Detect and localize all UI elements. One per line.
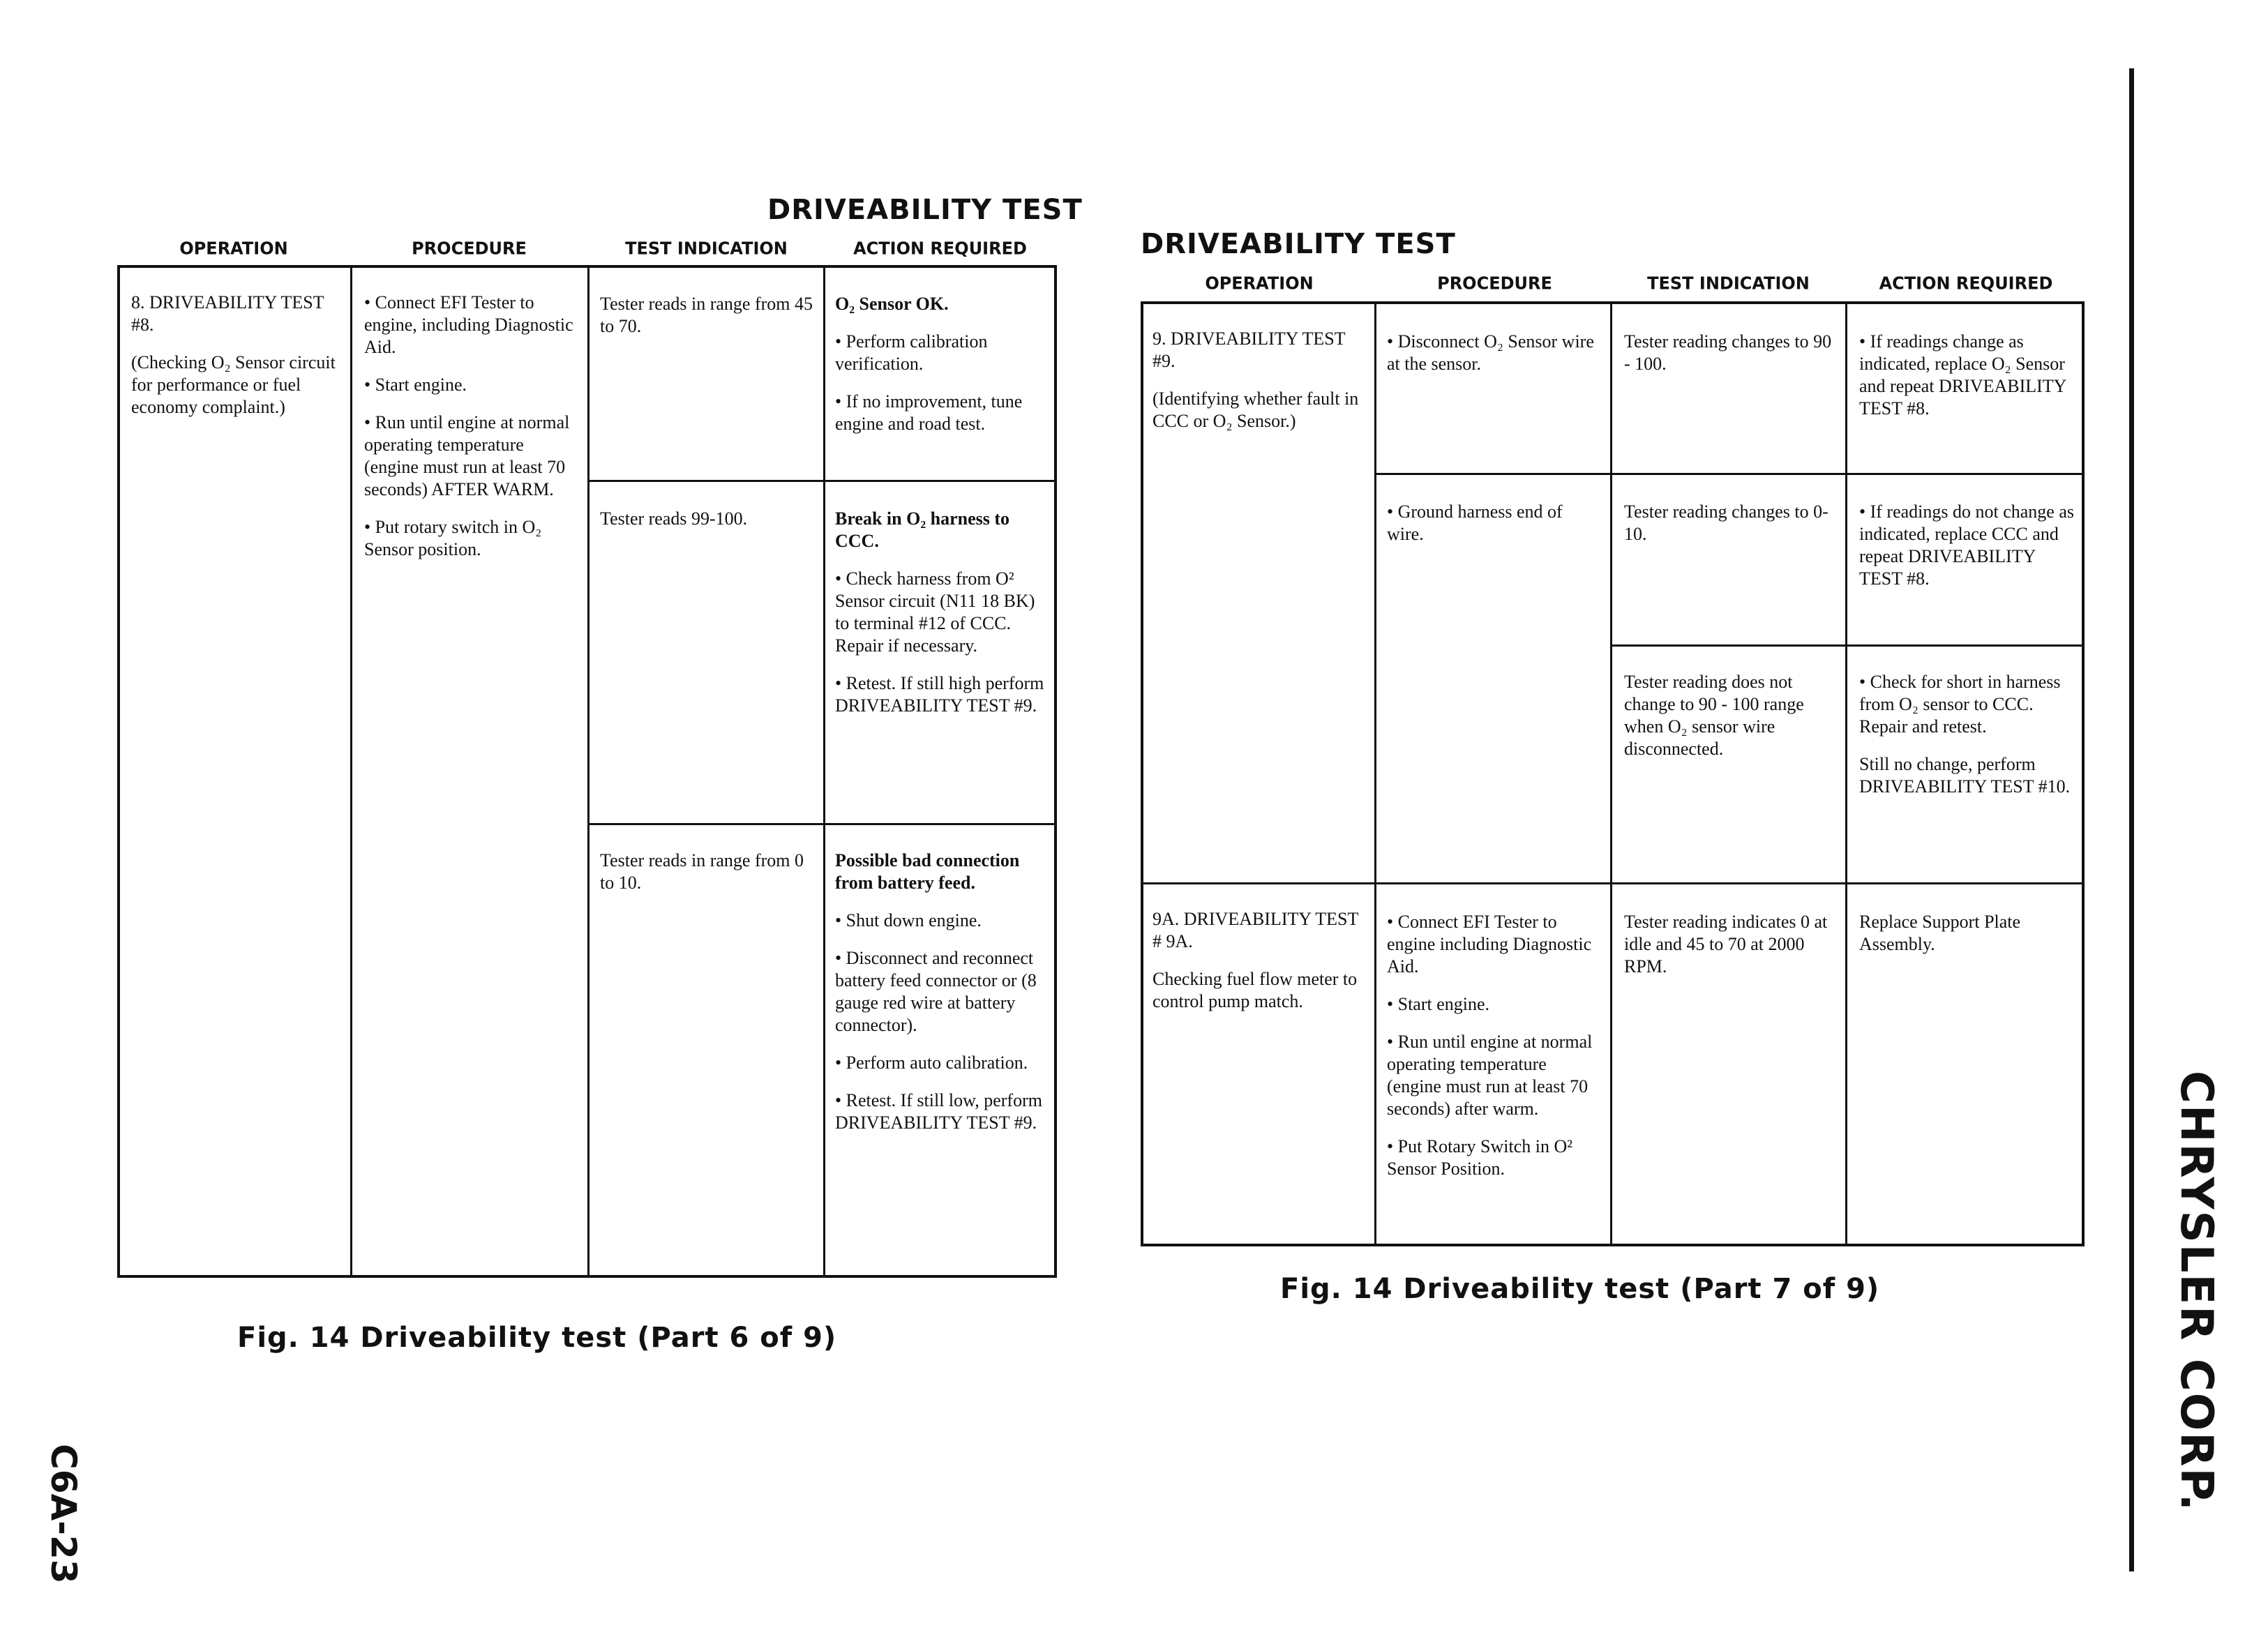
right-row-divider-ind <box>1610 644 2083 647</box>
right-ind9a: Tester reading indicates 0 at idle and 45 to 70 at 2000 RPM. <box>1624 912 1828 976</box>
left-action-1-step: • Perform calibration verification. <box>835 331 988 374</box>
left-action-2-step: • Retest. If still high perform DRIVEABILITY TEST #9. <box>835 673 1044 716</box>
right-proc9a-cell <box>1387 911 1600 1196</box>
right-header-procedure: PROCEDURE <box>1437 273 1552 294</box>
margin-vertical-rule <box>2129 68 2134 1571</box>
right-row-divider-proc <box>1374 473 2083 475</box>
right-op9-title: 9. DRIVEABILITY TEST #9. <box>1152 329 1346 371</box>
left-row-divider-2 <box>587 823 1056 825</box>
right-col-divider-2 <box>1610 301 1612 1246</box>
right-ind9-2: Tester reading changes to 0-10. <box>1624 502 1828 544</box>
right-proc9a-step: • Run until engine at normal operating temperature (engine must run at least 70 seconds) after warm. <box>1387 1032 1593 1119</box>
left-action-3-heading: Possible bad connection from battery feed. <box>835 850 1020 893</box>
right-act9-1: • If readings change as indicated, replace O₂ Sensor and repeat DRIVEABILITY TEST #8. <box>1859 331 2066 418</box>
company-name-vertical: CHRYSLER CORP. <box>2170 1071 2222 1512</box>
left-action-3-step: • Shut down engine. <box>835 910 982 930</box>
right-figure-caption: Fig. 14 Driveability test (Part 7 of 9) <box>1280 1273 1880 1305</box>
left-action-3-step: • Disconnect and reconnect battery feed connector or (8 gauge red wire at battery connector). <box>835 948 1037 1035</box>
right-ind9-3: Tester reading does not change to 90 - 100 range when O₂ sensor wire disconnected. <box>1624 672 1804 759</box>
left-indication-1: Tester reads in range from 45 to 70. <box>600 294 813 336</box>
left-action-3-step: • Retest. If still low, perform DRIVEABILITY TEST #9. <box>835 1090 1042 1133</box>
left-procedure-step: • Put rotary switch in O₂ Sensor position. <box>364 517 542 559</box>
left-action-2-step: • Check harness from O² Sensor circuit (N11 18 BK) to terminal #12 of CCC. Repair if necessary. <box>835 568 1035 656</box>
left-indication-2: Tester reads 99-100. <box>600 508 748 529</box>
right-header-test-indication: TEST INDICATION <box>1647 273 1810 294</box>
right-proc9-1: • Disconnect O₂ Sensor wire at the sensor. <box>1387 331 1594 374</box>
right-ind9-1: Tester reading changes to 90 - 100. <box>1624 331 1832 374</box>
right-op9a-desc: Checking fuel flow meter to control pump match. <box>1152 969 1358 1011</box>
left-header-operation: OPERATION <box>179 238 288 259</box>
right-header-operation: OPERATION <box>1205 273 1314 294</box>
left-action-1 <box>835 293 1051 451</box>
left-header-action-required: ACTION REQUIRED <box>853 238 1027 259</box>
right-proc9a-step: • Start engine. <box>1387 994 1490 1014</box>
left-col-divider-3 <box>823 265 825 1278</box>
left-action-1-heading: O₂ Sensor OK. <box>835 294 949 314</box>
left-page-title: DRIVEABILITY TEST <box>767 194 1083 226</box>
left-figure-caption: Fig. 14 Driveability test (Part 6 of 9) <box>237 1322 837 1354</box>
left-operation-title: 8. DRIVEABILITY TEST #8. <box>131 292 324 335</box>
left-action-2 <box>835 508 1051 732</box>
left-action-3 <box>835 850 1051 1149</box>
right-col-divider-1 <box>1374 301 1376 1246</box>
left-col-divider-2 <box>587 265 589 1278</box>
left-operation-cell <box>131 292 344 434</box>
left-procedure-cell <box>364 292 580 576</box>
right-act9a: Replace Support Plate Assembly. <box>1859 912 2021 954</box>
right-op9-desc: (Identifying whether fault in CCC or O₂ Sensor.) <box>1152 389 1359 431</box>
left-operation-desc: (Checking O₂ Sensor circuit for performance or fuel economy complaint.) <box>131 352 336 417</box>
right-act9-3-note: Still no change, perform DRIVEABILITY TEST #10. <box>1859 754 2071 797</box>
right-header-action-required: ACTION REQUIRED <box>1879 273 2053 294</box>
left-action-2-heading: Break in O₂ harness to CCC. <box>835 508 1010 551</box>
left-procedure-step: • Start engine. <box>364 375 467 395</box>
left-procedure-step: • Connect EFI Tester to engine, including Diagnostic Aid. <box>364 292 573 357</box>
right-col-divider-3 <box>1845 301 1847 1246</box>
page-code-vertical: C6A-23 <box>43 1444 84 1584</box>
left-col-divider-1 <box>350 265 352 1278</box>
left-indication-3: Tester reads in range from 0 to 10. <box>600 850 804 893</box>
right-act9-2: • If readings do not change as indicated, replace CCC and repeat DRIVEABILITY TEST #8. <box>1859 502 2075 589</box>
left-action-1-step: • If no improvement, tune engine and road test. <box>835 391 1023 434</box>
left-procedure-step: • Run until engine at normal operating temperature (engine must run at least 70 seconds) AFTER WARM. <box>364 412 570 499</box>
right-op9a-title: 9A. DRIVEABILITY TEST # 9A. <box>1152 909 1358 951</box>
right-proc9a-step: • Put Rotary Switch in O² Sensor Position. <box>1387 1136 1573 1179</box>
right-proc9-2: • Ground harness end of wire. <box>1387 502 1563 544</box>
left-row-divider-1 <box>587 480 1056 482</box>
left-header-procedure: PROCEDURE <box>412 238 527 259</box>
right-row-divider-9a <box>1142 882 2083 884</box>
right-op9a-cell <box>1152 908 1365 1028</box>
right-act9-3-step: • Check for short in harness from O₂ sensor to CCC. Repair and retest. <box>1859 672 2061 737</box>
right-proc9a-step: • Connect EFI Tester to engine including Diagnostic Aid. <box>1387 912 1592 976</box>
left-action-3-step: • Perform auto calibration. <box>835 1053 1028 1073</box>
right-op9-cell <box>1152 328 1365 448</box>
left-header-test-indication: TEST INDICATION <box>625 238 788 259</box>
right-page-title: DRIVEABILITY TEST <box>1141 228 1456 260</box>
right-act9-3 <box>1859 671 2075 813</box>
